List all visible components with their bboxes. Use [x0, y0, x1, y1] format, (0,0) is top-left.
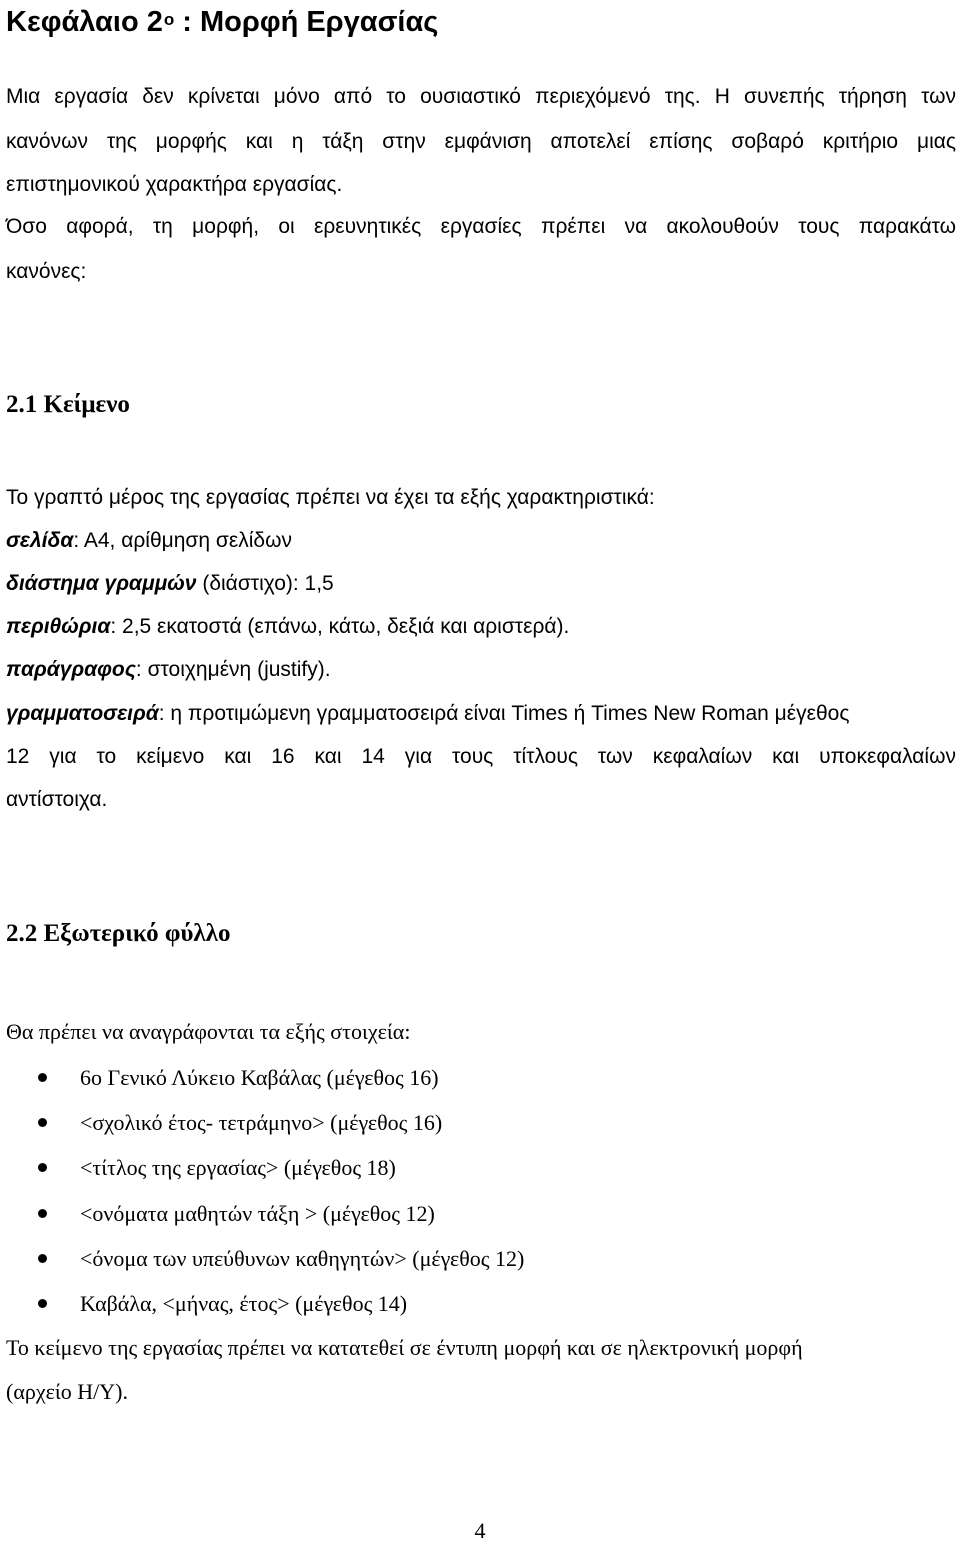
intro-line-3: επιστημονικού χαρακτήρα εργασίας. — [6, 173, 343, 196]
bullet-icon — [38, 1254, 47, 1263]
chapter-title-suffix: : Μορφή Εργασίας — [174, 6, 439, 38]
intro-line-1: Μια εργασία δεν κρίνεται μόνο από το ουσιαστικό περιεχόμενό της. Η συνεπής τήρηση των — [6, 85, 956, 108]
bullet-icon — [38, 1209, 47, 1218]
cover-item-3: <τίτλος της εργασίας> (μέγεθος 18) — [80, 1155, 396, 1180]
rule-page-value: : Α4, αρίθμηση σελίδων — [73, 529, 292, 552]
rule-margins — [6, 612, 569, 642]
rule-font-label: γραμματοσειρά — [6, 702, 159, 725]
rule-line-spacing-label: διάστημα γραμμών — [6, 572, 197, 595]
page-number: 4 — [474, 1518, 486, 1543]
rule-font — [6, 699, 849, 729]
rule-paragraph-value: : στοιχημένη (justify). — [135, 658, 331, 681]
intro-line-4: Όσο αφορά, τη μορφή, οι ερευνητικές εργασίες πρέπει να ακολουθούν τους παρακάτω — [6, 215, 956, 238]
chapter-title — [6, 2, 438, 46]
chapter-title-superscript: ο — [163, 10, 175, 29]
rule-font-line-1: : η προτιμώμενη γραμματοσειρά είναι Times ή Times New Roman μέγεθος — [158, 702, 850, 725]
intro-line-5: κανόνες: — [6, 260, 87, 283]
rule-line-spacing — [6, 569, 334, 599]
cover-closing-line-1: Το κείμενο της εργασίας πρέπει να κατατεθεί σε έντυπη μορφή και σε ηλεκτρονική μορφή — [6, 1335, 803, 1360]
bullet-icon — [38, 1299, 47, 1308]
bullet-icon — [38, 1073, 47, 1082]
cover-closing-line-2: (αρχείο Η/Υ). — [6, 1379, 128, 1404]
rule-font-line-3: αντίστοιχα. — [6, 788, 108, 811]
rule-line-spacing-value: (διάστιχο): 1,5 — [196, 572, 334, 595]
cover-item-6: Καβάλα, <μήνας, έτος> (μέγεθος 14) — [80, 1291, 408, 1316]
rule-margins-value: : 2,5 εκατοστά (επάνω, κάτω, δεξιά και αριστερά). — [110, 615, 570, 638]
rule-paragraph — [6, 655, 331, 685]
rule-page — [6, 526, 292, 556]
rule-paragraph-label: παράγραφος — [6, 658, 136, 681]
rule-font-line-2: 12 για το κείμενο και 16 και 14 για τους τίτλους των κεφαλαίων και υποκεφαλαίων — [6, 745, 956, 768]
section-cover-lead: Θα πρέπει να αναγράφονται τα εξής στοιχεία: — [6, 1019, 411, 1044]
rule-page-label: σελίδα — [6, 529, 74, 552]
section-heading-cover: 2.2 Εξωτερικό φύλλο — [6, 920, 231, 947]
intro-line-2: κανόνων της μορφής και η τάξη στην εμφάνιση αποτελεί επίσης σοβαρό κριτήριο μιας — [6, 130, 956, 153]
cover-item-4: <ονόματα μαθητών τάξη > (μέγεθος 12) — [80, 1201, 435, 1226]
section-text-lead: Το γραπτό μέρος της εργασίας πρέπει να έχει τα εξής χαρακτηριστικά: — [6, 486, 655, 509]
rule-margins-label: περιθώρια — [6, 615, 111, 638]
cover-item-2: <σχολικό έτος- τετράμηνο> (μέγεθος 16) — [80, 1110, 443, 1135]
chapter-title-prefix: Κεφάλαιο 2 — [6, 6, 163, 38]
bullet-icon — [38, 1118, 47, 1127]
bullet-icon — [38, 1163, 47, 1172]
cover-item-1: 6ο Γενικό Λύκειο Καβάλας (μέγεθος 16) — [80, 1065, 439, 1090]
cover-item-5: <όνομα των υπεύθυνων καθηγητών> (μέγεθος 12) — [80, 1246, 525, 1271]
section-heading-text: 2.1 Κείμενο — [6, 391, 130, 418]
